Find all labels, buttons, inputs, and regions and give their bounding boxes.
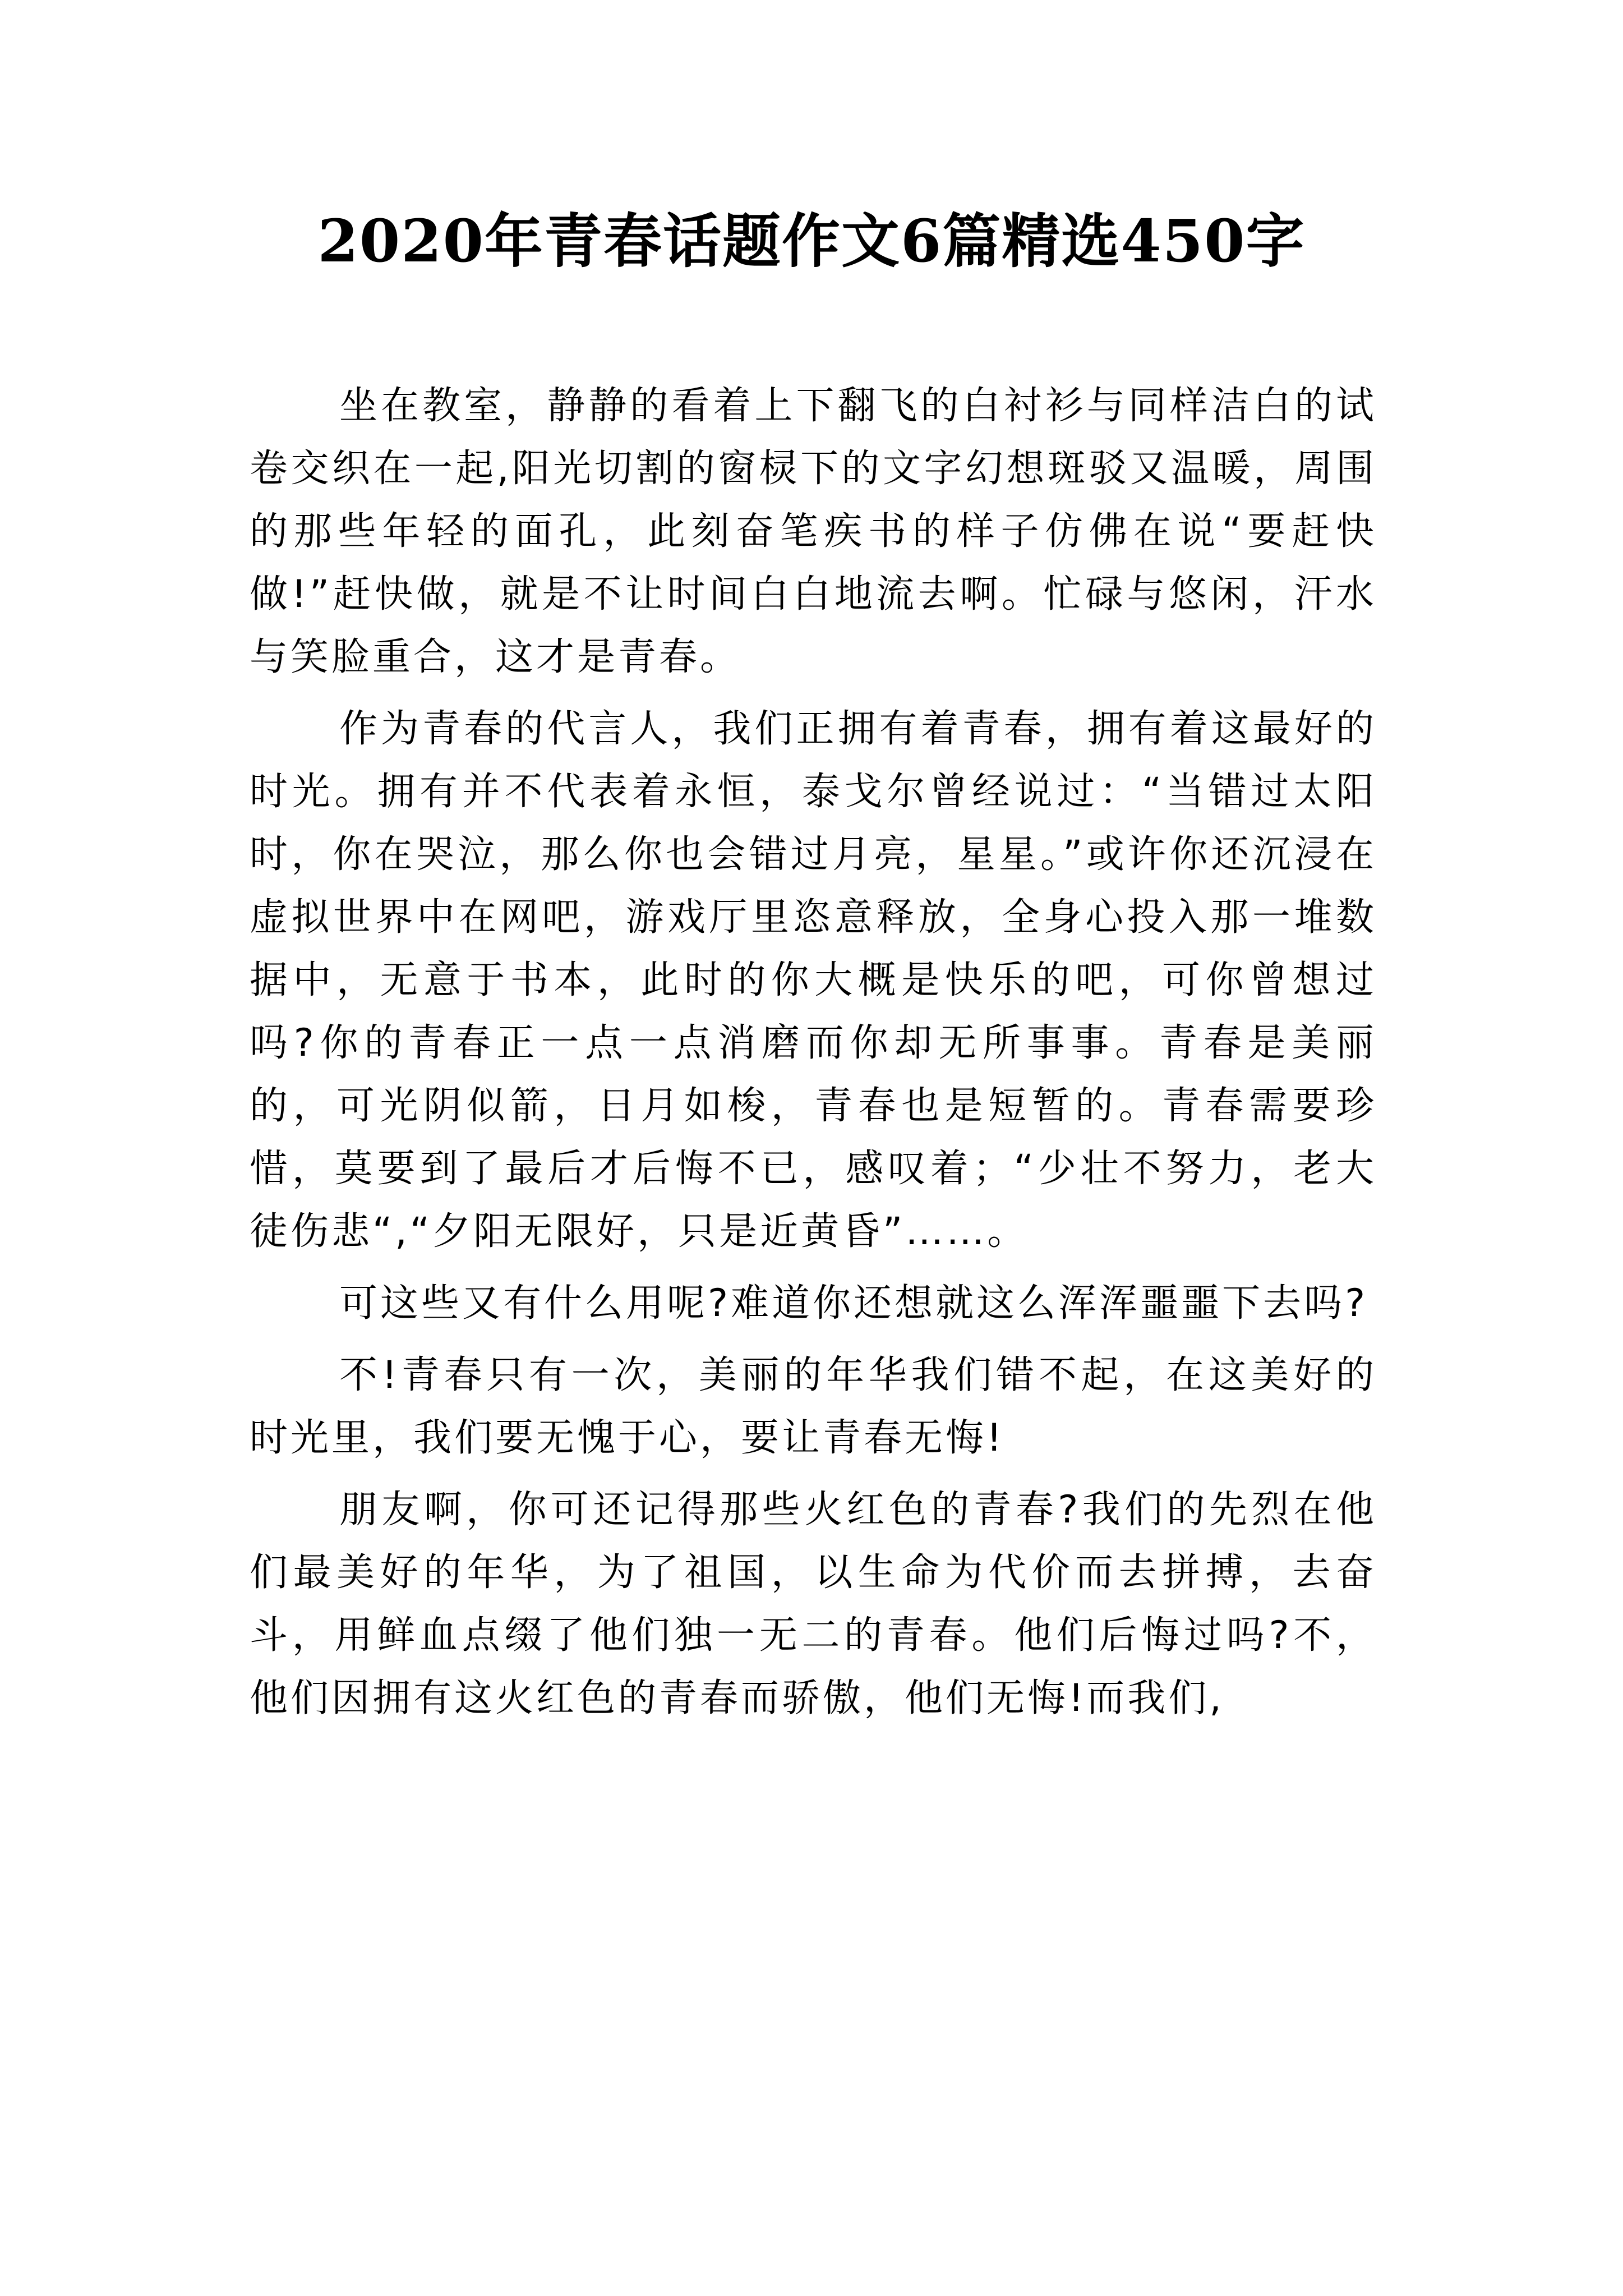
paragraph: 可这些又有什么用呢?难道你还想就这么浑浑噩噩下去吗? <box>339 1281 1368 1326</box>
document-title: 2020年青春话题作文6篇精选450字 <box>317 206 1306 275</box>
paragraph: 坐在教室，静静的看着上下翻飞的白衬衫与同样洁白的试卷交织在一起,阳光切割的窗棂下的文字幻想斑驳又温暖，周围的那些年轻的面孔，此刻奋笔疾书的样子仿佛在说“要赶快做!”赶快做，就是不让时间白白地流去啊。忙碌与悠闲，汗水与笑脸重合，这才是青春。 <box>250 384 1377 679</box>
document-body <box>250 375 1377 1739</box>
paragraph: 不!青春只有一次，美丽的年华我们错不起，在这美好的时光里，我们要无愧于心，要让青春无悔! <box>250 1353 1377 1460</box>
paragraph: 作为青春的代言人，我们正拥有着青春，拥有着这最好的时光。拥有并不代表着永恒，泰戈尔曾经说过：“当错过太阳时，你在哭泣，那么你也会错过月亮，星星。”或许你还沉浸在虚拟世界中在网吧，游戏厅里恣意释放，全身心投入那一堆数据中，无意于书本，此时的你大概是快乐的吧，可你曾想过吗?你的青春正一点一点消磨而你却无所事事。青春是美丽的，可光阴似箭，日月如梭，青春也是短暂的。青春需要珍惜，莫要到了最后才后悔不已，感叹着；“少壮不努力，老大徒伤悲“,“夕阳无限好，只是近黄昏”……。 <box>250 707 1377 1254</box>
paragraph: 朋友啊，你可还记得那些火红色的青春?我们的先烈在他们最美好的年华，为了祖国，以生命为代价而去拼搏，去奋斗，用鲜血点缀了他们独一无二的青春。他们后悔过吗?不，他们因拥有这火红色的青春而骄傲，他们无悔!而我们, <box>250 1488 1377 1720</box>
